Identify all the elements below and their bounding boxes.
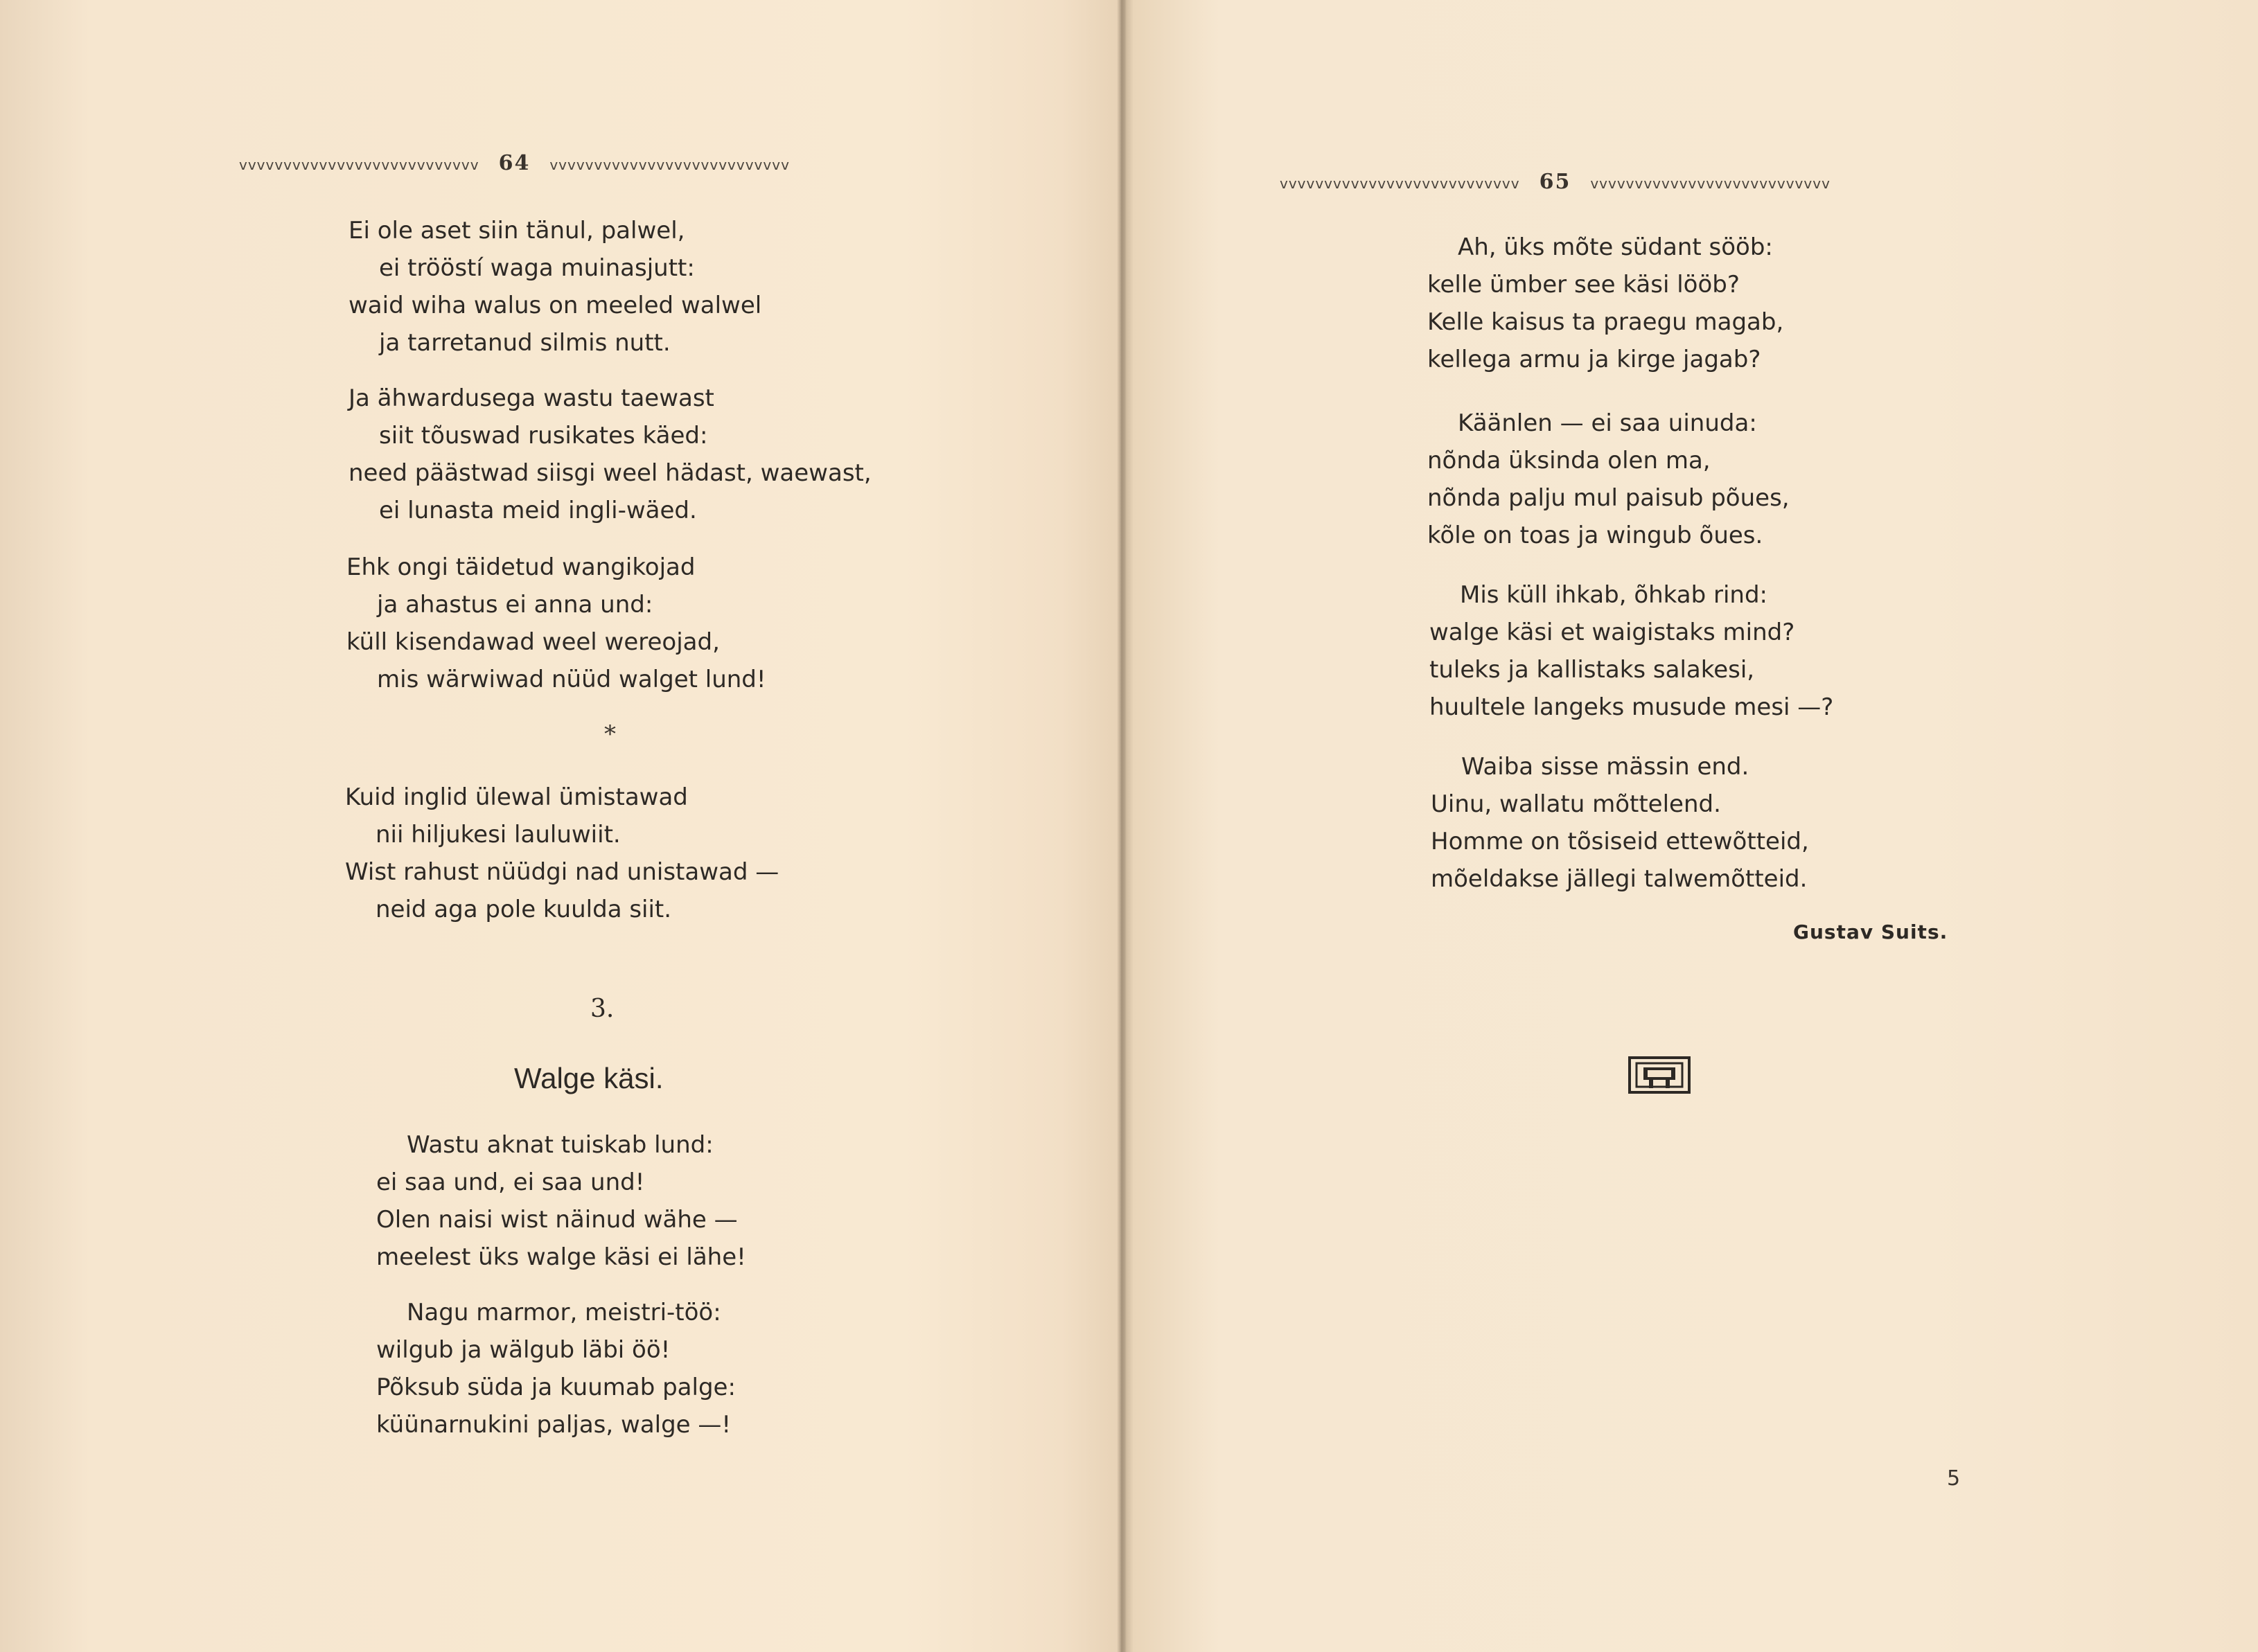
stanza xyxy=(349,380,872,529)
poem-title: Walge käsi. xyxy=(514,1062,664,1094)
verse-line: Ei ole aset siin tänul, palwel, xyxy=(349,217,685,245)
verse-line: Olen naisi wist näinud wähe — xyxy=(376,1206,738,1234)
verse-line: Käänlen — ei saa uinuda: xyxy=(1458,409,1757,437)
stanza xyxy=(346,549,766,698)
end-ornament-icon xyxy=(1628,1056,1691,1094)
verse-line: nii hiljukesi lauluwiit. xyxy=(376,821,621,849)
header-ornament: vvvvvvvvvvvvvvvvvvvvvvvvvvv xyxy=(239,157,479,173)
page-header xyxy=(239,151,790,175)
stanza xyxy=(376,1126,746,1276)
verse-line: wilgub ja wälgub läbi öö! xyxy=(376,1336,671,1364)
verse-line: Põksub süda ja kuumab palge: xyxy=(376,1374,736,1401)
verse-line: ei trööstí waga muinasjutt: xyxy=(379,254,695,282)
stanza xyxy=(1427,229,1783,378)
verse-line: Ja ähwardusega wastu taewast xyxy=(349,384,714,412)
right-page xyxy=(1126,0,2258,1652)
header-ornament: vvvvvvvvvvvvvvvvvvvvvvvvvvv xyxy=(549,157,790,173)
page-number: 64 xyxy=(498,151,531,175)
verse-line: Kuid inglid ülewal ümistawad xyxy=(345,783,688,811)
verse-line: huultele langeks musude mesi —? xyxy=(1429,693,1834,721)
verse-line: waid wiha walus on meeled walwel xyxy=(349,292,762,319)
verse-line: tuleks ja kallistaks salakesi, xyxy=(1429,656,1755,684)
header-ornament: vvvvvvvvvvvvvvvvvvvvvvvvvvv xyxy=(1280,175,1520,192)
verse-line: ei lunasta meid ingli-wäed. xyxy=(379,497,697,524)
verse-line: Waiba sisse mässin end. xyxy=(1461,753,1749,781)
section-asterisk: * xyxy=(604,720,616,748)
header-ornament: vvvvvvvvvvvvvvvvvvvvvvvvvvv xyxy=(1590,175,1831,192)
verse-line: Mis küll ihkab, õhkab rind: xyxy=(1460,581,1767,609)
verse-line: kelle ümber see käsi lööb? xyxy=(1427,271,1740,299)
verse-line: mõeldakse jällegi talwemõtteid. xyxy=(1431,865,1808,893)
stanza xyxy=(376,1294,736,1444)
verse-line: mis wärwiwad nüüd walget lund! xyxy=(377,666,766,693)
verse-line: Nagu marmor, meistri-töö: xyxy=(407,1299,721,1326)
page-number: 65 xyxy=(1539,170,1571,194)
stanza xyxy=(345,779,779,928)
verse-line: neid aga pole kuulda siit. xyxy=(376,896,672,923)
verse-line: kellega armu ja kirge jagab? xyxy=(1427,346,1761,373)
verse-line: Wastu aknat tuiskab lund: xyxy=(407,1131,714,1159)
verse-line: Uinu, wallatu mõttelend. xyxy=(1431,790,1721,818)
author-signature: Gustav Suits. xyxy=(1793,921,1948,943)
verse-line: Ehk ongi täidetud wangikojad xyxy=(346,553,696,581)
verse-line: küll kisendawad weel wereojad, xyxy=(346,628,720,656)
verse-line: küünarnukini paljas, walge —! xyxy=(376,1411,732,1439)
verse-line: siit tõuswad rusikates käed: xyxy=(379,422,708,450)
stanza xyxy=(1429,576,1833,726)
page-header xyxy=(1280,170,1831,194)
verse-line: walge käsi et waigistaks mind? xyxy=(1429,619,1795,646)
verse-line: Homme on tõsiseid ettewõtteid, xyxy=(1431,828,1809,855)
verse-line: nõnda üksinda olen ma, xyxy=(1427,447,1711,474)
verse-line: Kelle kaisus ta praegu magab, xyxy=(1427,308,1784,336)
left-page xyxy=(0,0,1126,1652)
verse-line: ja ahastus ei anna und: xyxy=(377,591,653,619)
verse-line: ja tarretanud silmis nutt. xyxy=(379,329,671,357)
stanza xyxy=(349,212,761,362)
signature-folio: 5 xyxy=(1947,1466,1961,1491)
verse-line: meelest üks walge käsi ei lähe! xyxy=(376,1243,746,1271)
stanza xyxy=(1427,405,1790,554)
verse-line: need päästwad siisgi weel hädast, waewast, xyxy=(349,459,872,487)
section-number: 3. xyxy=(590,995,615,1023)
verse-line: ei saa und, ei saa und! xyxy=(376,1169,645,1196)
verse-line: kõle on toas ja wingub õues. xyxy=(1427,522,1763,549)
stanza xyxy=(1431,748,1809,898)
verse-line: nõnda palju mul paisub põues, xyxy=(1427,484,1790,512)
verse-line: Wist rahust nüüdgi nad unistawad — xyxy=(345,858,779,886)
verse-line: Ah, üks mõte südant sööb: xyxy=(1458,233,1773,261)
